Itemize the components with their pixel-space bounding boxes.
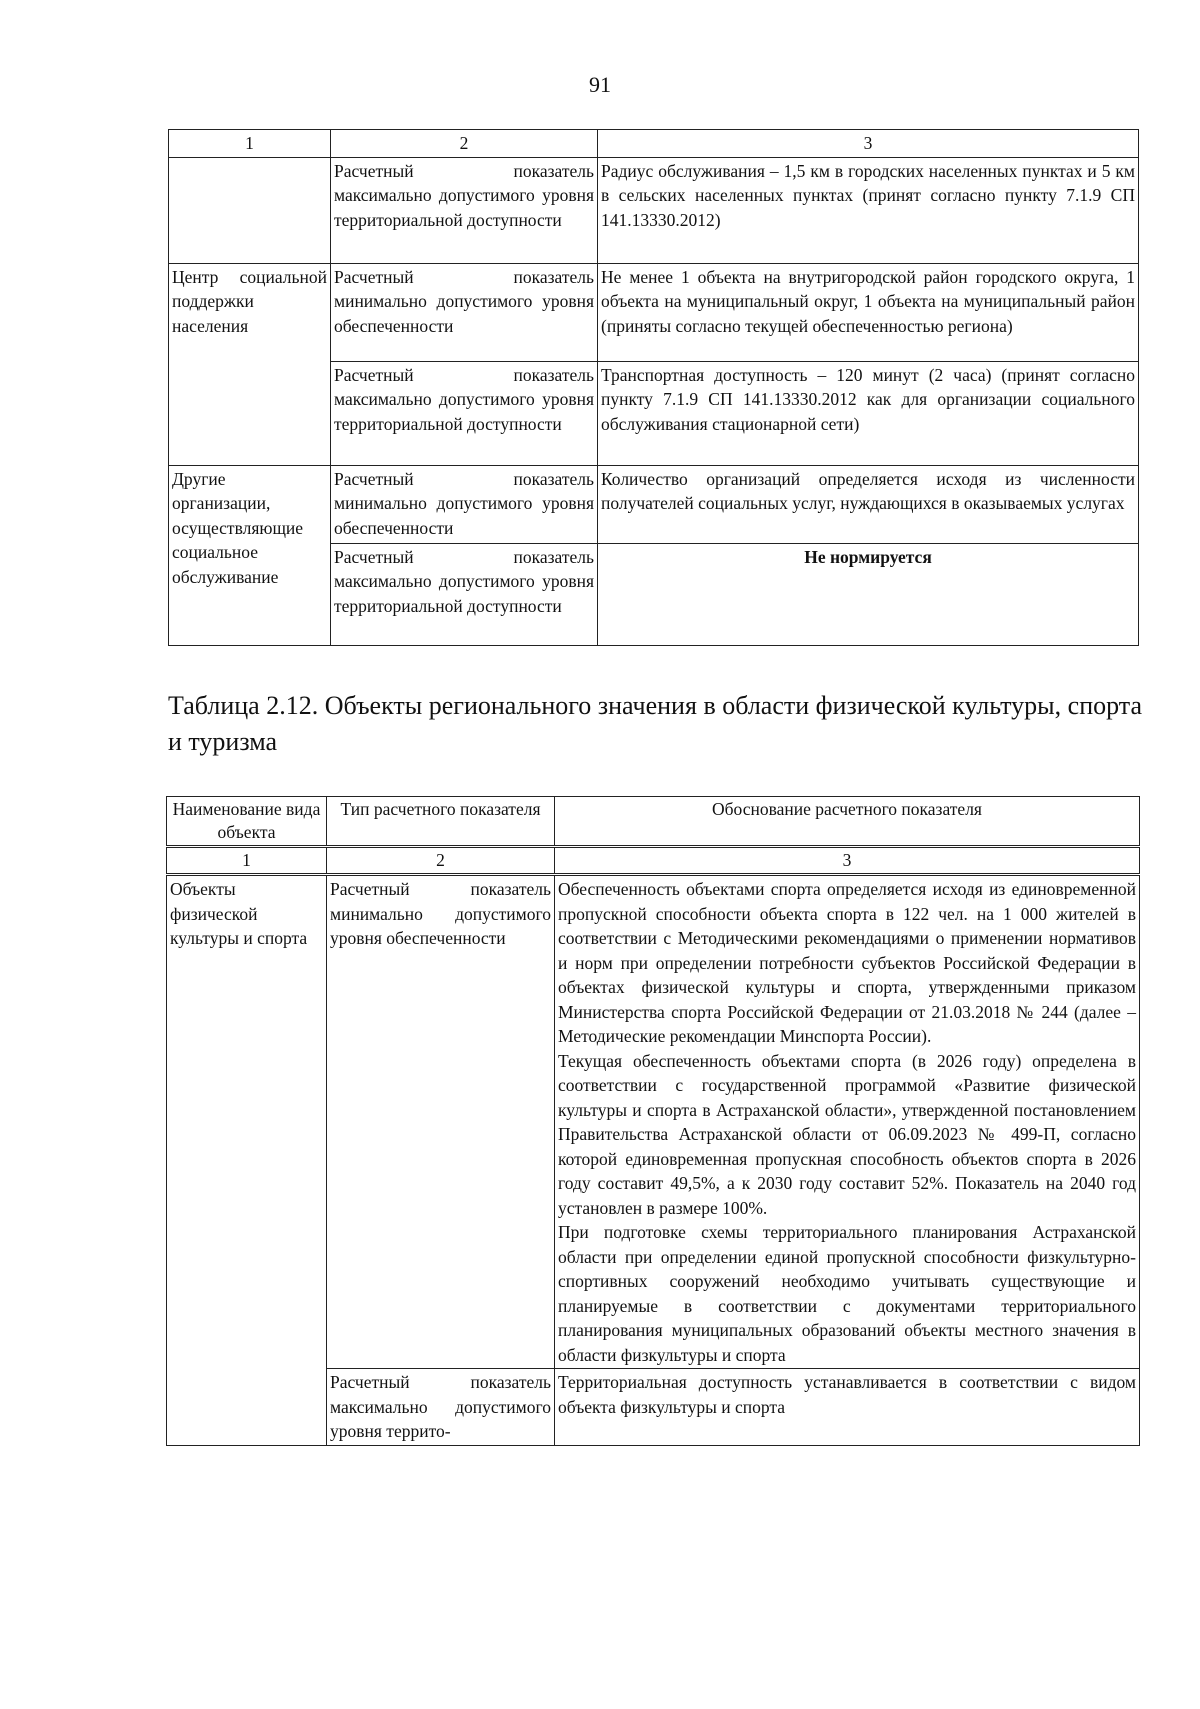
indicator-basis-cell [555, 875, 1140, 1369]
indicator-type-cell: Расчетный показатель максимально допустимого уровня территориальной доступности [331, 157, 598, 263]
indicator-basis-cell: Транспортная доступность – 120 минут (2 часа) (принят согласно пункту 7.1.9 СП 141.13330.2012 как для организации социального обслуживания стационарной сети) [598, 361, 1139, 465]
basis-paragraph: При подготовке схемы территориального планирования Астраханской области при определении единой пропускной способности физкультурно-спортивных сооружений необходимо учитывать существующие и планируемые в соответствии с документами территориального планирования муниципальных образований объекты местного значения в области физкультуры и спорта [558, 1222, 1136, 1365]
column-header: Наименование вида объекта [167, 797, 327, 847]
indicator-basis-cell: Количество организаций определяется исходя из численности получателей социальных услуг, нуждающихся в оказываемых услугах [598, 465, 1139, 543]
column-number: 1 [167, 847, 327, 875]
column-number: 2 [331, 130, 598, 158]
object-cell [169, 157, 331, 263]
table-row [167, 875, 1140, 1369]
basis-paragraph: Текущая обеспеченность объектами спорта (в 2026 году) определена в соответствии с государственной программой «Развитие физической культуры и спорта в Астраханской области», утвержденной постановлением Правительства Астраханской области от 06.09.2023 № 499-П, согласно которой единовременная пропускная способность объектов спорта в 2026 году составит 49,5%, а к 2030 году составит 52%. Показатель на 2040 год установлен в размере 100%. [558, 1050, 1136, 1218]
indicator-type-cell: Расчетный показатель минимально допустимого уровня обеспеченности [331, 465, 598, 543]
sports-objects-table [166, 796, 1140, 1446]
table-header-row [167, 797, 1140, 847]
indicator-basis-cell: Территориальная доступность устанавливается в соответствии с видом объекта физкультуры и спорта [555, 1369, 1140, 1446]
column-header: Тип расчетного показателя [327, 797, 555, 847]
object-cell: Другие организации, осуществляющие социальное обслуживание [169, 465, 331, 645]
page-number: 91 [589, 72, 611, 97]
table-row [169, 465, 1139, 543]
indicator-basis-cell: Не нормируется [598, 543, 1139, 645]
social-services-table-continued [168, 129, 1139, 646]
basis-paragraph: Обеспеченность объектами спорта определяется исходя из единовременной пропускной способности объекта спорта в 122 чел. на 1 000 жителей в соответствии с Методическими рекомендациями о применении нормативов и норм при определении потребности субъектов Российской Федерации в объектах физической культуры и спорта, утвержденными приказом Министерства спорта Российской Федерации от 21.03.2018 № 244 (далее – Методические рекомендации Минспорта России). [558, 879, 1136, 1046]
column-number: 1 [169, 130, 331, 158]
table-row [169, 263, 1139, 361]
table-column-numbers [169, 130, 1139, 158]
indicator-type-cell: Расчетный показатель минимально допустимого уровня обеспеченности [327, 875, 555, 1369]
column-header: Обоснование расчетного показателя [555, 797, 1140, 847]
indicator-type-cell: Расчетный показатель максимально допустимого уровня территориальной доступности [331, 361, 598, 465]
indicator-type-cell: Расчетный показатель максимально допустимого уровня территориальной доступности [331, 543, 598, 645]
table-column-numbers [167, 847, 1140, 875]
column-number: 3 [598, 130, 1139, 158]
table-row [169, 157, 1139, 263]
indicator-basis-cell: Радиус обслуживания – 1,5 км в городских населенных пунктах и 5 км в сельских населенных пунктах (принят согласно пункту 7.1.9 СП 141.13330.2012) [598, 157, 1139, 263]
indicator-type-cell: Расчетный показатель максимально допустимого уровня террито- [327, 1369, 555, 1446]
indicator-type-cell: Расчетный показатель минимально допустимого уровня обеспеченности [331, 263, 598, 361]
column-number: 2 [327, 847, 555, 875]
table-caption: Таблица 2.12. Объекты регионального значения в области физической культуры, спорта и туризма [168, 691, 1142, 756]
column-number: 3 [555, 847, 1140, 875]
indicator-basis-cell: Не менее 1 объекта на внутригородской район городского округа, 1 объекта на муниципальный округ, 1 объекта на муниципальный район (приняты согласно текущей обеспеченностью региона) [598, 263, 1139, 361]
object-cell: Центр социальной поддержки населения [169, 263, 331, 465]
object-cell: Объекты физической культуры и спорта [167, 875, 327, 1446]
